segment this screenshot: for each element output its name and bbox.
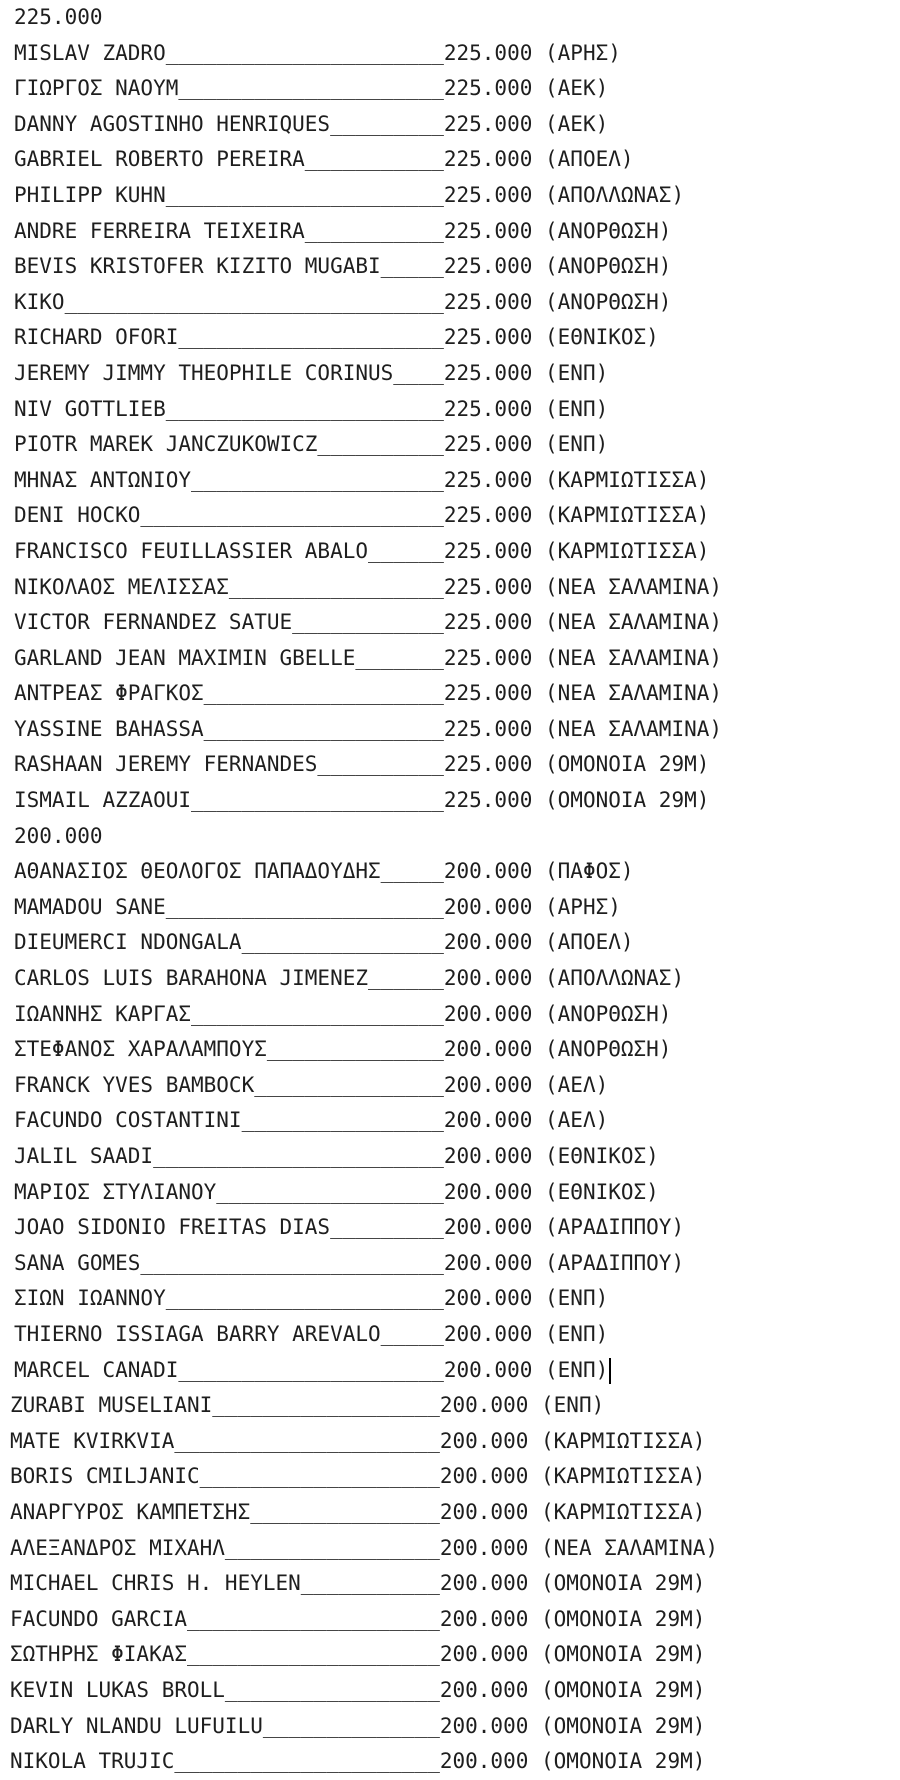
list-item: ΓΙΩΡΓΟΣ ΝΑΟΥΜ_____________________225.000 (ΑΕΚ) bbox=[14, 76, 609, 101]
list-item: PHILIPP KUHN______________________225.000 (ΑΠΟΛΛΩΝΑΣ) bbox=[14, 182, 685, 207]
list-item: DANNY AGOSTINHO HENRIQUES_________225.000 (ΑΕΚ) bbox=[14, 111, 609, 136]
list-item: MICHAEL CHRIS H. HEYLEN___________200.000 (ΟΜΟΝΟΙΑ 29Μ) bbox=[10, 1571, 706, 1596]
list-item: ΑΛΕΞΑΝΔΡΟΣ ΜΙΧΑΗΛ_________________200.000 (ΝΕΑ ΣΑΛΑΜΙΝΑ) bbox=[10, 1535, 719, 1560]
list-item: MISLAV ZADRO______________________225.000 (ΑΡΗΣ) bbox=[14, 40, 621, 65]
list-item: ΣΤΕΦΑΝΟΣ ΧΑΡΑΛΑΜΠΟΥΣ______________200.000 (ΑΝΟΡΘΩΣΗ) bbox=[14, 1037, 672, 1062]
list-item: ΙΩΑΝΝΗΣ ΚΑΡΓΑΣ____________________200.000 (ΑΝΟΡΘΩΣΗ) bbox=[14, 1001, 672, 1026]
list-item: NIKOLA TRUJIC_____________________200.000 (ΟΜΟΝΟΙΑ 29Μ) bbox=[10, 1749, 706, 1774]
list-item: ISMAIL AZZAOUI____________________225.000 (ΟΜΟΝΟΙΑ 29Μ) bbox=[14, 788, 710, 813]
list-item: ΣΩΤΗΡΗΣ ΦΙΑΚΑΣ____________________200.000 (ΟΜΟΝΟΙΑ 29Μ) bbox=[10, 1642, 706, 1667]
list-item: ΑΝΑΡΓΥΡΟΣ ΚΑΜΠΕΤΣΗΣ_______________200.000 (ΚΑΡΜΙΩΤΙΣΣΑ) bbox=[10, 1499, 706, 1524]
list-item: ΣΙΩΝ ΙΩΑΝΝΟΥ______________________200.000 (ΕΝΠ) bbox=[14, 1286, 609, 1311]
list-item: FACUNDO GARCIA____________________200.000 (ΟΜΟΝΟΙΑ 29Μ) bbox=[10, 1606, 706, 1631]
list-item: BEVIS KRISTOFER KIZITO MUGABI_____225.000 (ΑΝΟΡΘΩΣΗ) bbox=[14, 254, 672, 279]
section-heading-200000: 200.000 bbox=[14, 823, 103, 848]
list-item: RICHARD OFORI_____________________225.000 (ΕΘΝΙΚΟΣ) bbox=[14, 325, 659, 350]
list-item: KEVIN LUKAS BROLL_________________200.000 (ΟΜΟΝΟΙΑ 29Μ) bbox=[10, 1677, 706, 1702]
list-item: BORIS CMILJANIC___________________200.000 (ΚΑΡΜΙΩΤΙΣΣΑ) bbox=[10, 1464, 706, 1489]
list-item: GARLAND JEAN MAXIMIN GBELLE_______225.000 (ΝΕΑ ΣΑΛΑΜΙΝΑ) bbox=[14, 645, 723, 670]
list-item: THIERNO ISSIAGA BARRY AREVALO_____200.000 (ΕΝΠ) bbox=[14, 1321, 609, 1346]
list-item: PIOTR MAREK JANCZUKOWICZ__________225.000 (ΕΝΠ) bbox=[14, 432, 609, 457]
list-item: ΝΙΚΟΛΑΟΣ ΜΕΛΙΣΣΑΣ_________________225.000 (ΝΕΑ ΣΑΛΑΜΙΝΑ) bbox=[14, 574, 723, 599]
list-item: GABRIEL ROBERTO PEREIRA___________225.000 (ΑΠΟΕΛ) bbox=[14, 147, 634, 172]
list-item-text: MARCEL CANADI_____________________200.000 (ΕΝΠ) bbox=[14, 1357, 609, 1382]
list-item: MAMADOU SANE______________________200.000 (ΑΡΗΣ) bbox=[14, 894, 621, 919]
list-item: JEREMY JIMMY THEOPHILE CORINUS____225.000 (ΕΝΠ) bbox=[14, 360, 609, 385]
list-item: FACUNDO COSTANTINI________________200.000 (ΑΕΛ) bbox=[14, 1108, 609, 1133]
list-item: ANDRE FERREIRA TEIXEIRA___________225.000 (ΑΝΟΡΘΩΣΗ) bbox=[14, 218, 672, 243]
list-item: JOAO SIDONIO FREITAS DIAS_________200.000 (ΑΡΑΔΙΠΠΟΥ) bbox=[14, 1215, 685, 1240]
list-item-with-caret bbox=[0, 1353, 900, 1389]
list-item: KIKO______________________________225.000 (ΑΝΟΡΘΩΣΗ) bbox=[14, 289, 672, 314]
list-item: FRANCISCO FEUILLASSIER ABALO______225.000 (ΚΑΡΜΙΩΤΙΣΣΑ) bbox=[14, 538, 710, 563]
list-item: NIV GOTTLIEB______________________225.000 (ΕΝΠ) bbox=[14, 396, 609, 421]
list-item: FRANCK YVES BAMBOCK_______________200.000 (ΑΕΛ) bbox=[14, 1072, 609, 1097]
list-item: ZURABI MUSELIANI__________________200.000 (ΕΝΠ) bbox=[10, 1393, 605, 1418]
list-item: RASHAAN JEREMY FERNANDES__________225.000 (ΟΜΟΝΟΙΑ 29Μ) bbox=[14, 752, 710, 777]
list-item: ΑΘΑΝΑΣΙΟΣ ΘΕΟΛΟΓΟΣ ΠΑΠΑΔΟΥΔΗΣ_____200.000 (ΠΑΦΟΣ) bbox=[14, 859, 634, 884]
list-item: DIEUMERCI NDONGALA________________200.000 (ΑΠΟΕΛ) bbox=[14, 930, 634, 955]
list-item: JALIL SAADI_______________________200.000 (ΕΘΝΙΚΟΣ) bbox=[14, 1144, 659, 1168]
list-item: YASSINE BAHASSA___________________225.000 (ΝΕΑ ΣΑΛΑΜΙΝΑ) bbox=[14, 716, 723, 741]
list-item: CARLOS LUIS BARAHONA JIMENEZ______200.000 (ΑΠΟΛΛΩΝΑΣ) bbox=[14, 966, 685, 991]
list-item: DARLY NLANDU LUFUILU______________200.000 (ΟΜΟΝΟΙΑ 29Μ) bbox=[10, 1713, 706, 1738]
list-item: DENI HOCKO________________________225.000 (ΚΑΡΜΙΩΤΙΣΣΑ) bbox=[14, 503, 710, 528]
list-item: ΜΗΝΑΣ ΑΝΤΩΝΙΟΥ____________________225.000 (ΚΑΡΜΙΩΤΙΣΣΑ) bbox=[14, 467, 710, 492]
list-item: MATE KVIRKVIA_____________________200.000 (ΚΑΡΜΙΩΤΙΣΣΑ) bbox=[10, 1428, 706, 1453]
list-item: ΑΝΤΡΕΑΣ ΦΡΑΓΚΟΣ___________________225.000 (ΝΕΑ ΣΑΛΑΜΙΝΑ) bbox=[14, 681, 723, 706]
list-item: VICTOR FERNANDEZ SATUE____________225.000 (ΝΕΑ ΣΑΛΑΜΙΝΑ) bbox=[14, 610, 723, 635]
section-heading-225000: 225.000 bbox=[14, 5, 103, 29]
text-cursor bbox=[609, 1358, 611, 1384]
list-item: SANA GOMES________________________200.000 (ΑΡΑΔΙΠΠΟΥ) bbox=[14, 1250, 685, 1275]
list-item: ΜΑΡΙΟΣ ΣΤΥΛΙΑΝΟΥ__________________200.000 (ΕΘΝΙΚΟΣ) bbox=[14, 1179, 659, 1204]
